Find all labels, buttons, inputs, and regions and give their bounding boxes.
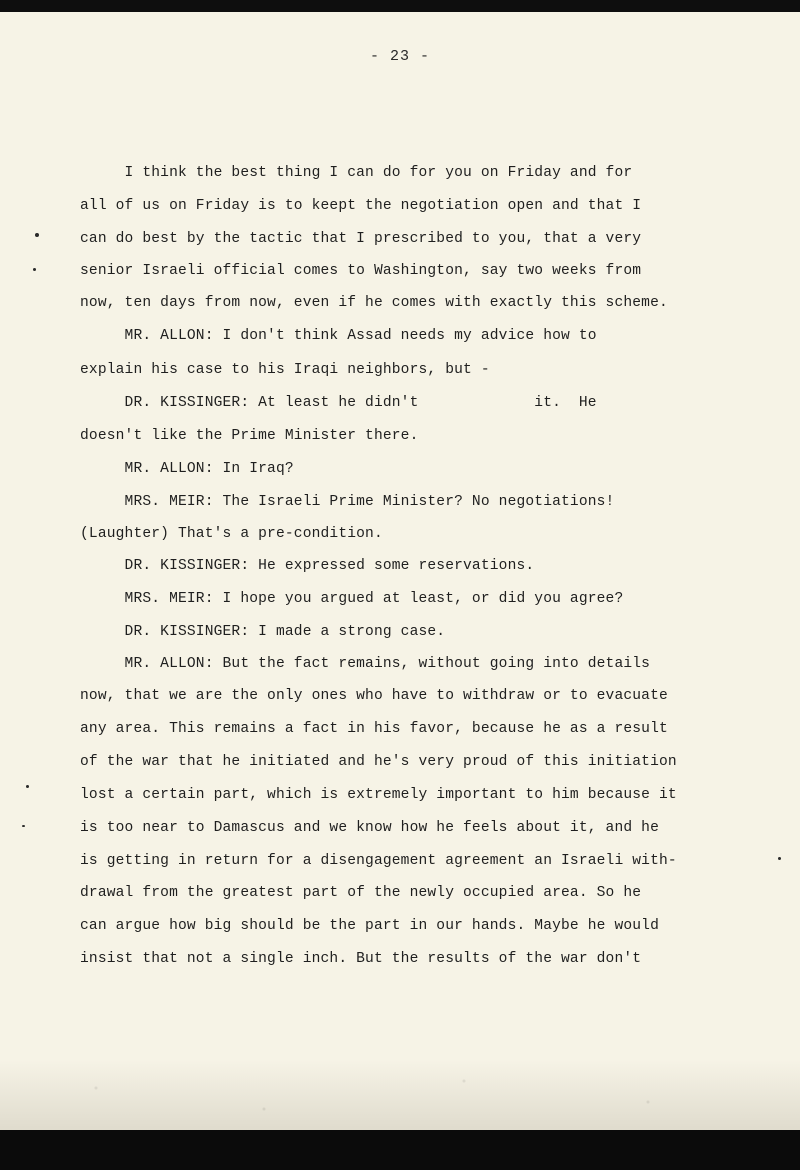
text-line: can do best by the tactic that I prescribed to you, that a very bbox=[80, 231, 642, 247]
text-line: of the war that he initiated and he's very proud of this initiation bbox=[80, 754, 677, 770]
text-line: MRS. MEIR: The Israeli Prime Minister? No negotiations! bbox=[80, 494, 615, 510]
scan-speck bbox=[26, 785, 29, 788]
text-line: senior Israeli official comes to Washington, say two weeks from bbox=[80, 263, 642, 279]
page-number: - 23 - bbox=[369, 48, 430, 65]
text-line: is getting in return for a disengagement agreement an Israeli with- bbox=[80, 853, 677, 869]
text-line: explain his case to his Iraqi neighbors, but - bbox=[80, 362, 490, 378]
text-line: MRS. MEIR: I hope you argued at least, or did you agree? bbox=[80, 591, 624, 607]
text-line: all of us on Friday is to keept the negotiation open and that I bbox=[80, 198, 642, 214]
document-page bbox=[0, 12, 800, 1130]
text-line: DR. KISSINGER: He expressed some reservations. bbox=[80, 558, 535, 574]
text-line: now, ten days from now, even if he comes with exactly this scheme. bbox=[80, 295, 668, 311]
text-line: now, that we are the only ones who have to withdraw or to evacuate bbox=[80, 688, 668, 704]
scan-noise-band bbox=[0, 1060, 800, 1130]
text-line: lost a certain part, which is extremely important to him because it bbox=[80, 787, 677, 803]
text-line: insist that not a single inch. But the results of the war don't bbox=[80, 951, 642, 967]
text-line: MR. ALLON: But the fact remains, without going into details bbox=[80, 656, 651, 672]
text-line: DR. KISSINGER: At least he didn't it. He bbox=[80, 395, 597, 411]
scan-speck bbox=[35, 233, 39, 237]
text-line: (Laughter) That's a pre-condition. bbox=[80, 526, 383, 542]
text-line: any area. This remains a fact in his favor, because he as a result bbox=[80, 721, 668, 737]
scan-speck bbox=[778, 857, 781, 860]
text-line: drawal from the greatest part of the newly occupied area. So he bbox=[80, 885, 642, 901]
text-line: can argue how big should be the part in our hands. Maybe he would bbox=[80, 918, 659, 934]
text-line: MR. ALLON: I don't think Assad needs my advice how to bbox=[80, 328, 597, 344]
scan-speck bbox=[33, 268, 36, 271]
text-line: is too near to Damascus and we know how he feels about it, and he bbox=[80, 820, 659, 836]
scan-speck bbox=[22, 825, 25, 827]
text-line: I think the best thing I can do for you on Friday and for bbox=[80, 165, 633, 181]
text-line: doesn't like the Prime Minister there. bbox=[80, 428, 419, 444]
bottom-scan-border bbox=[0, 1130, 800, 1170]
text-line: DR. KISSINGER: I made a strong case. bbox=[80, 624, 446, 640]
top-scan-border bbox=[0, 0, 800, 12]
text-line: MR. ALLON: In Iraq? bbox=[80, 461, 294, 477]
